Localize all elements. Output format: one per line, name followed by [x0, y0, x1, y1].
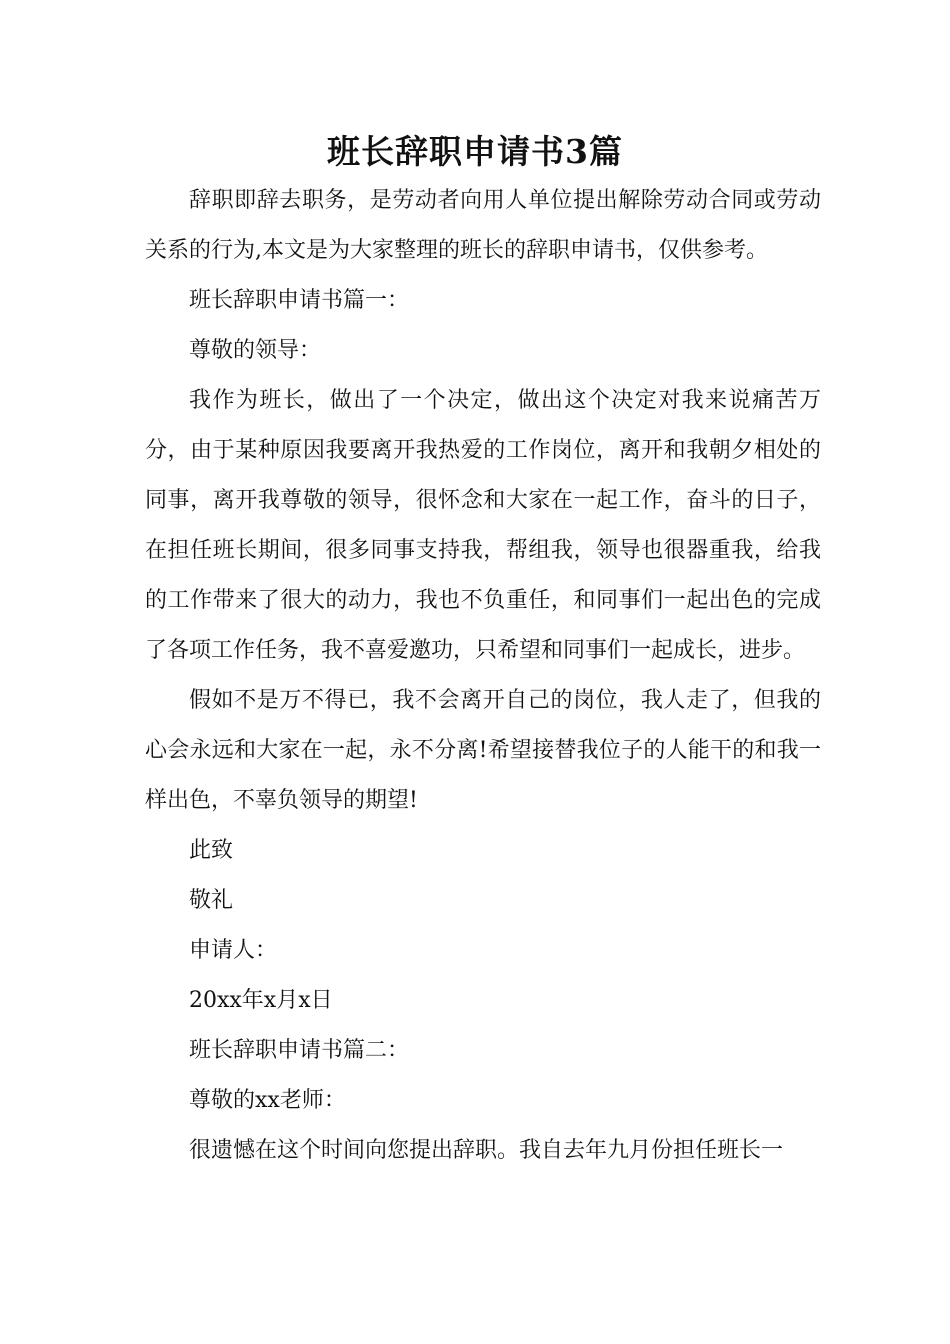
applicant-line: 申请人：: [189, 938, 278, 963]
body-paragraph: 假如不是万不得已，我不会离开自己的岗位，我人走了，但我的心会永远和大家在一起，永不分离!希望接替我位子的人能干的和我一样出色，不辜负领导的期望!: [145, 688, 821, 813]
document-body: [145, 176, 821, 1176]
salutation-2: 尊敬的xx老师：: [189, 1088, 346, 1113]
body-paragraph: 我作为班长，做出了一个决定，做出这个决定对我来说痛苦万分，由于某种原因我要离开我热爱的工作岗位，离开和我朝夕相处的同事，离开我尊敬的领导，很怀念和大家在一起工作，奋斗的日子，在担任班长期间，很多同事支持我，帮组我，领导也很器重我，给我的工作带来了很大的动力，我也不负重任，和同事们一起出色的完成了各项工作任务，我不喜爱邀功，只希望和同事们一起成长，进步。: [145, 388, 821, 663]
document-title: 班长辞职申请书3篇: [327, 132, 623, 171]
date-line: 20xx年x月x日: [189, 988, 333, 1013]
closing-line: 此致: [189, 838, 234, 863]
section-heading-2: 班长辞职申请书篇二：: [189, 1038, 410, 1063]
body-paragraph: 很遗憾在这个时间向您提出辞职。我自去年九月份担任班长一: [189, 1138, 784, 1163]
intro-paragraph: 辞职即辞去职务，是劳动者向用人单位提出解除劳动合同或劳动关系的行为,本文是为大家整理的班长的辞职申请书，仅供参考。: [145, 188, 821, 263]
salutation-1: 尊敬的领导：: [189, 338, 322, 363]
section-heading-1: 班长辞职申请书篇一：: [189, 288, 410, 313]
closing-line: 敬礼: [189, 888, 234, 913]
